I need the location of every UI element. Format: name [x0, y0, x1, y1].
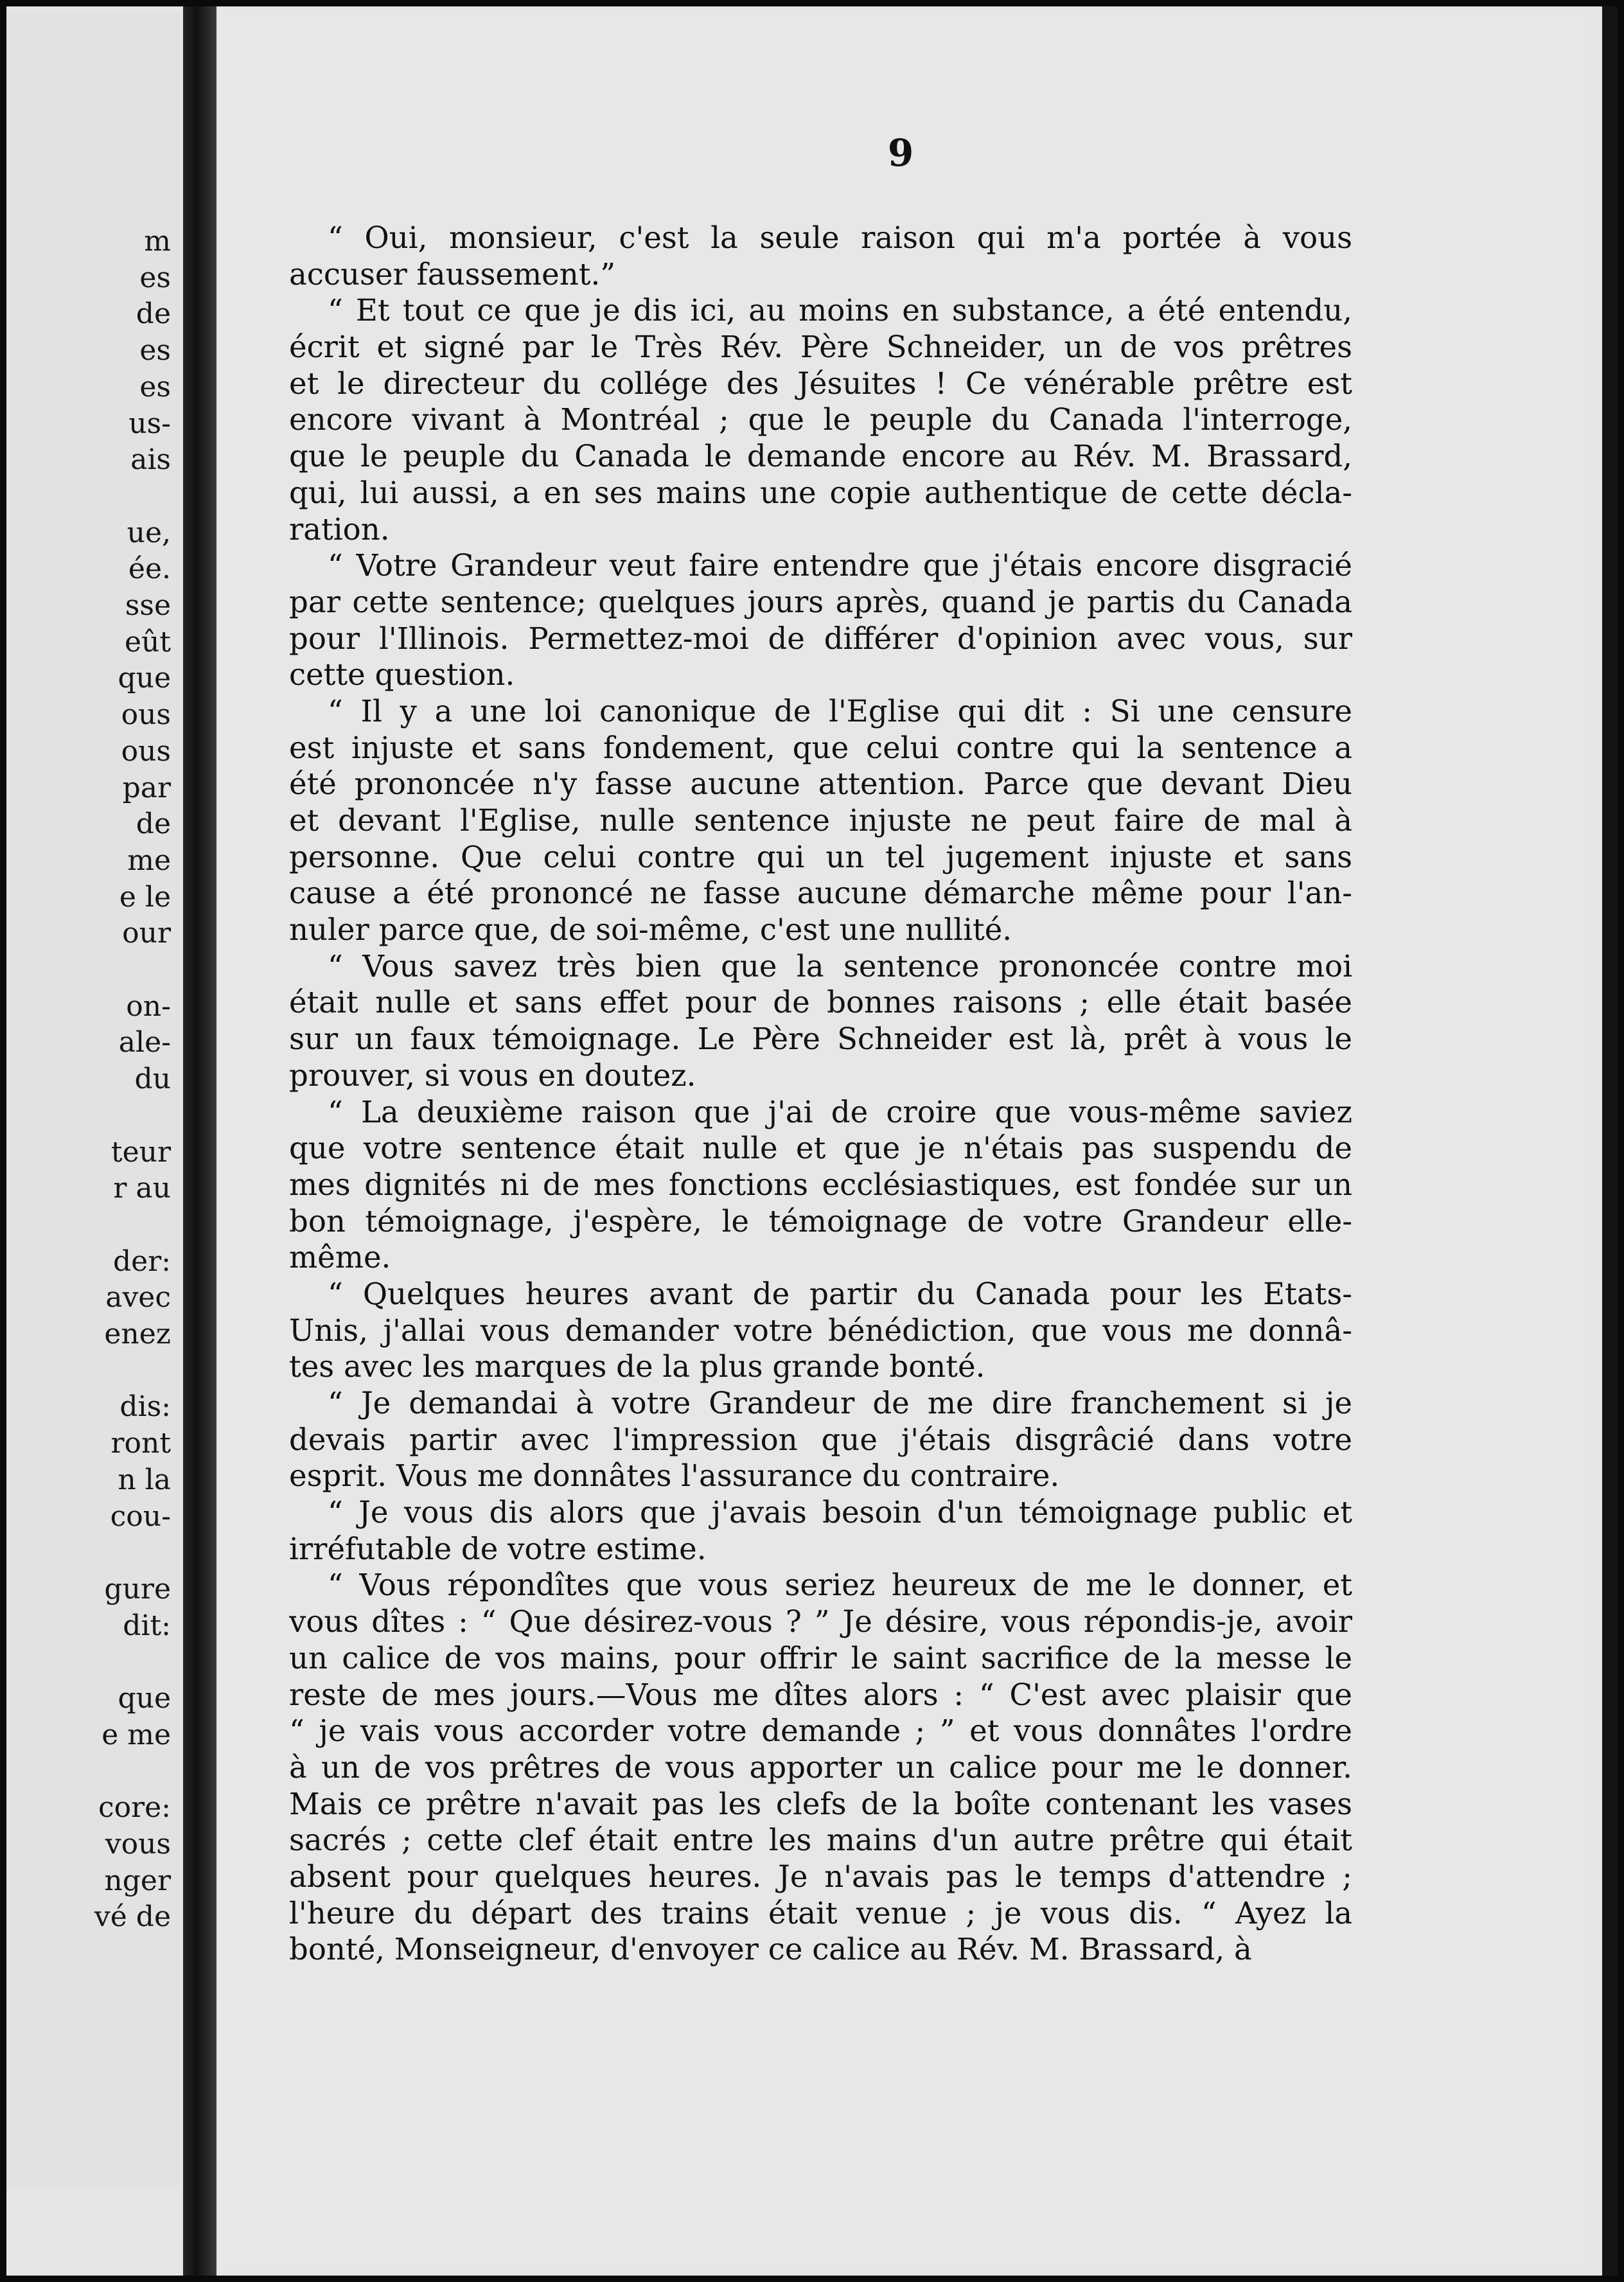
left-page-fragment: ront [110, 1427, 171, 1460]
left-page-fragment: ais [130, 443, 171, 477]
left-page-fragment: ous [121, 698, 171, 732]
left-page-fragment: ous [121, 734, 171, 768]
left-page-fragment: cou- [110, 1499, 171, 1533]
paragraph [289, 547, 1352, 693]
text-line: “ Vous répondîtes que vous seriez heureux de me le donner, et [328, 1568, 1352, 1603]
text-line: sur un faux témoignage. Le Père Schneider est là, prêt à vous le [289, 1022, 1352, 1057]
text-line: même. [289, 1240, 391, 1275]
text-line: bonté, Monseigneur, d'envoyer ce calice au Rév. M. Brassard, à [289, 1932, 1252, 1967]
body-text [289, 220, 1352, 1968]
text-line: que votre sentence était nulle et que je n'étais pas suspendu de [289, 1131, 1352, 1166]
text-line: sacrés ; cette clef était entre les mains d'un autre prêtre qui était [289, 1823, 1352, 1858]
text-line: est injuste et sans fondement, que celui contre qui la sentence a [289, 730, 1352, 765]
left-page-fragment: e le [119, 880, 171, 914]
left-page-fragment: nger [104, 1864, 171, 1897]
text-line: absent pour quelques heures. Je n'avais pas le temps d'attendre ; [289, 1859, 1352, 1894]
left-page-fragment: n la [118, 1463, 171, 1496]
text-line: était nulle et sans effet pour de bonnes raisons ; elle était basée [289, 985, 1352, 1020]
page-number: 9 [887, 131, 914, 175]
text-line: “ Oui, monsieur, c'est la seule raison qui m'a portée à vous [328, 220, 1352, 255]
text-line: mes dignités ni de mes fonctions ecclésiastiques, est fondée sur un [289, 1167, 1352, 1202]
text-line: cette question. [289, 657, 515, 693]
left-page-fragment: de [136, 808, 171, 841]
paragraph [289, 1094, 1352, 1276]
text-line: “ Quelques heures avant de partir du Canada pour les Etats- [328, 1276, 1352, 1311]
left-page-fragment: du [134, 1063, 171, 1096]
text-line: cause a été prononcé ne fasse aucune démarche même pour l'an- [289, 876, 1352, 911]
page [216, 9, 1585, 2270]
left-page-fragment: de [136, 297, 171, 331]
left-page-fragment: teur [110, 1135, 171, 1169]
text-line: prouver, si vous en doutez. [289, 1057, 696, 1093]
left-page-fragment: que [118, 1682, 171, 1715]
left-page-fragment: vé de [94, 1900, 171, 1934]
text-line: été prononcée n'y fasse aucune attention. Parce que devant Dieu [289, 766, 1352, 802]
text-line: devais partir avec l'impression que j'étais disgrâcié dans votre [289, 1422, 1352, 1457]
left-page-fragment: me [127, 844, 171, 877]
left-page-fragment: sse [125, 589, 171, 622]
left-page-fragment: dit: [123, 1609, 171, 1642]
paragraph [289, 693, 1352, 948]
text-line: et devant l'Eglise, nulle sentence injuste ne peut faire de mal à [289, 803, 1352, 838]
left-page-fragment: dis: [119, 1390, 171, 1424]
left-page-fragment: e me [102, 1718, 171, 1751]
text-line: “ Vous savez très bien que la sentence prononcée contre moi [328, 948, 1352, 984]
left-page-fragment: on- [126, 989, 171, 1023]
text-line: personne. Que celui contre qui un tel jugement injuste et sans [289, 839, 1352, 874]
left-page-fragment: par [122, 771, 171, 804]
text-line: et le directeur du collége des Jésuites ! Ce vénérable prêtre est [289, 366, 1352, 401]
left-page-fragment: our [122, 917, 171, 950]
text-line: irréfutable de votre estime. [289, 1531, 707, 1566]
text-line: nuler parce que, de soi-même, c'est une nullité. [289, 912, 1012, 948]
paragraph [289, 220, 1352, 292]
left-page-fragment: ée. [128, 553, 171, 586]
text-line: l'heure du départ des trains était venue ; je vous dis. “ Ayez la [289, 1895, 1352, 1931]
paragraph [289, 292, 1352, 547]
paragraph [289, 1385, 1352, 1494]
text-line: “ Il y a une loi canonique de l'Eglise qui dit : Si une censure [328, 693, 1352, 729]
left-page-fragment: eût [124, 625, 171, 659]
text-line: à un de vos prêtres de vous apporter un calice pour me le donner. [289, 1749, 1352, 1785]
left-page-fragment: ale- [118, 1026, 171, 1059]
text-line: Unis, j'allai vous demander votre bénédiction, que vous me donnâ- [289, 1313, 1352, 1348]
paragraph [289, 1276, 1352, 1385]
text-line: qui, lui aussi, a en ses mains une copie authentique de cette décla- [289, 475, 1352, 510]
text-line: “ je vais vous accorder votre demande ; ” et vous donnâtes l'ordre [289, 1713, 1352, 1749]
book-binding [183, 6, 216, 2276]
left-page-fragment: avec [105, 1281, 171, 1314]
left-page-fragment: r au [113, 1172, 171, 1205]
text-line: par cette sentence; quelques jours après, quand je partis du Canada [289, 584, 1352, 619]
scanned-spread [6, 6, 1618, 2276]
paragraph [289, 1567, 1352, 1968]
left-page-fragment: que [118, 662, 171, 695]
text-line: vous dîtes : “ Que désirez-vous ? ” Je désire, vous répondis-je, avoir [289, 1604, 1352, 1640]
left-page-fragment: us- [128, 407, 171, 440]
paragraph [289, 948, 1352, 1094]
text-line: “ Et tout ce que je dis ici, au moins en substance, a été entendu, [328, 293, 1352, 328]
right-scan-edge [1602, 6, 1618, 2276]
left-page-fragment: es [139, 261, 171, 294]
left-page-fragment: ue, [127, 516, 171, 549]
text-line: pour l'Illinois. Permettez-moi de différer d'opinion avec vous, sur [289, 621, 1352, 656]
text-line: “ La deuxième raison que j'ai de croire que vous-même saviez [328, 1094, 1352, 1129]
left-page-edge [6, 12, 180, 2189]
left-page-fragment: gure [104, 1572, 171, 1605]
left-page-fragment: es [139, 370, 171, 403]
left-page-fragment: enez [104, 1318, 171, 1350]
text-line: esprit. Vous me donnâtes l'assurance du contraire. [289, 1458, 1060, 1494]
left-page-fragment: es [139, 334, 171, 367]
text-line: écrit et signé par le Très Rév. Père Schneider, un de vos prêtres [289, 330, 1352, 365]
paragraph [289, 1494, 1352, 1567]
text-line: bon témoignage, j'espère, le témoignage de votre Grandeur elle- [289, 1203, 1352, 1239]
left-page-fragment: core: [98, 1791, 171, 1825]
text-line: reste de mes jours.—Vous me dîtes alors : “ C'est avec plaisir que [289, 1677, 1352, 1712]
left-page-fragment: vous [105, 1827, 171, 1861]
left-page-fragment: der: [112, 1244, 171, 1278]
text-line: encore vivant à Montréal ; que le peuple du Canada l'interroge, [289, 402, 1352, 438]
text-line: “ Je vous dis alors que j'avais besoin d'un témoignage public et [328, 1495, 1352, 1530]
text-line: “ Votre Grandeur veut faire entendre que j'étais encore disgracié [328, 548, 1352, 583]
text-line: que le peuple du Canada le demande encore au Rév. M. Brassard, [289, 439, 1352, 474]
text-line: un calice de vos mains, pour offrir le saint sacrifice de la messe le [289, 1640, 1352, 1676]
text-line: Mais ce prêtre n'avait pas les clefs de la boîte contenant les vases [289, 1786, 1352, 1821]
text-line: ration. [289, 511, 390, 547]
text-line: tes avec les marques de la plus grande bonté. [289, 1349, 985, 1384]
text-line: “ Je demandai à votre Grandeur de me dire franchement si je [328, 1386, 1352, 1420]
left-page-fragment: m [144, 225, 171, 258]
text-line: accuser faussement.” [289, 256, 616, 292]
